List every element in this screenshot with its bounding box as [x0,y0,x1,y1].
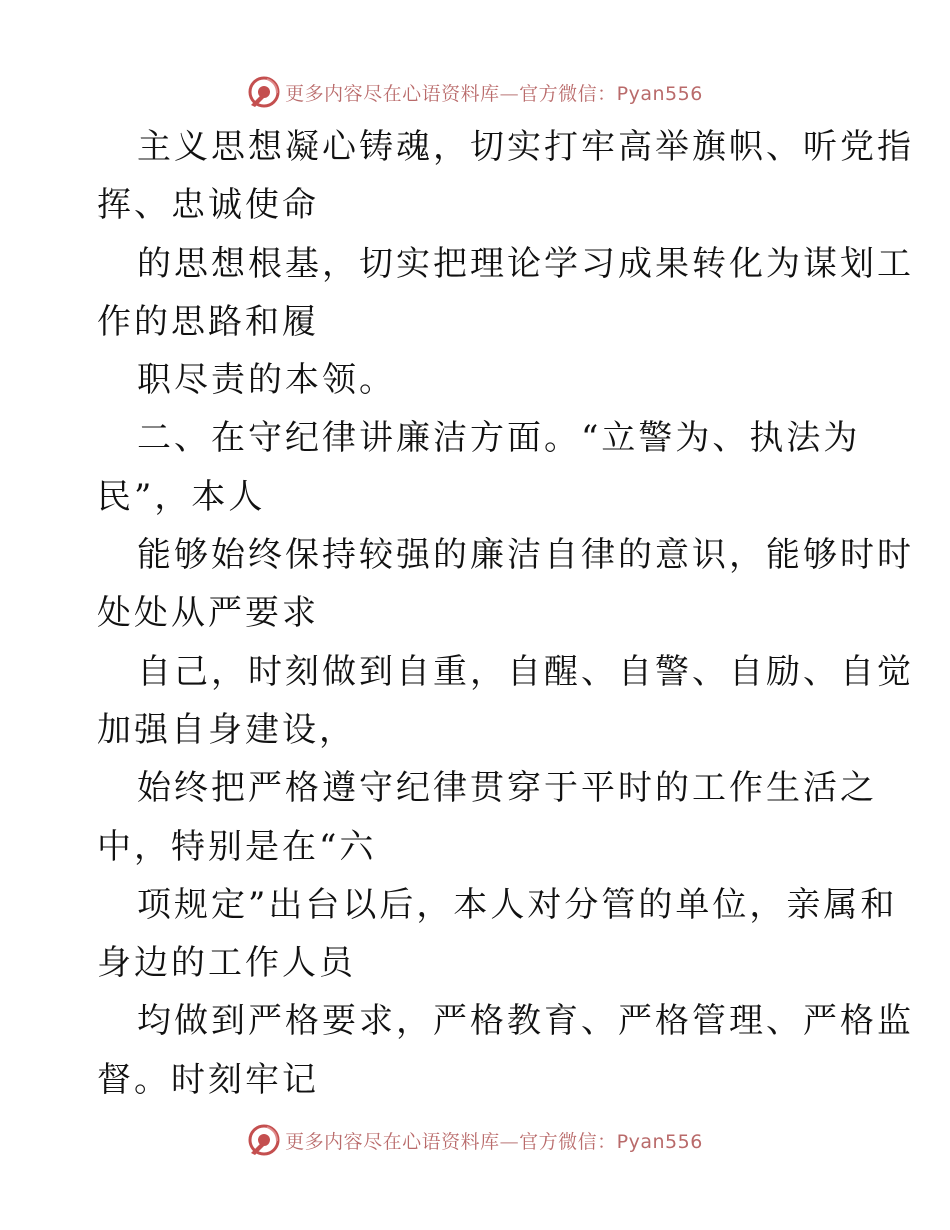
text-line: 处处从严要求 [97,593,319,634]
text-line: 职尽责的本领。 [137,360,396,401]
text-line: 自己，时刻做到自重，自醒、自警、自励、自觉 [137,651,914,692]
footer-watermark-text: 更多内容尽在心语资料库—官方微信：Pyan556 [285,1130,703,1153]
text-line: 的思想根基，切实把理论学习成果转化为谋划工 [137,243,914,284]
text-line: 二、在守纪律讲廉洁方面。“立警为、执法为 [137,418,861,459]
footer-watermark [0,1120,950,1160]
text-line: 加强自身建设， [97,709,356,750]
text-line: 均做到严格要求，严格教育、严格管理、严格监 [137,1001,914,1042]
text-line: 作的思路和履 [97,301,319,342]
document-body [97,118,914,1109]
text-line: 身边的工作人员 [97,943,356,984]
text-line: 项规定”出台以后，本人对分管的单位，亲属和 [137,884,898,925]
text-line: 挥、忠诚使命 [97,185,319,226]
header-watermark [0,72,950,112]
text-line: 督。时刻牢记 [97,1059,319,1100]
text-line: 始终把严格遵守纪律贯穿于平时的工作生活之 [137,768,877,809]
text-line: 能够始终保持较强的廉洁自律的意识，能够时时 [137,535,914,576]
pen-logo-icon [247,1123,281,1157]
text-line: 中，特别是在“六 [97,826,377,867]
text-line: 主义思想凝心铸魂，切实打牢高举旗帜、听党指 [137,127,914,167]
pen-logo-icon [247,75,281,109]
text-line: 民”，本人 [97,476,266,517]
header-watermark-text: 更多内容尽在心语资料库—官方微信：Pyan556 [285,82,703,105]
